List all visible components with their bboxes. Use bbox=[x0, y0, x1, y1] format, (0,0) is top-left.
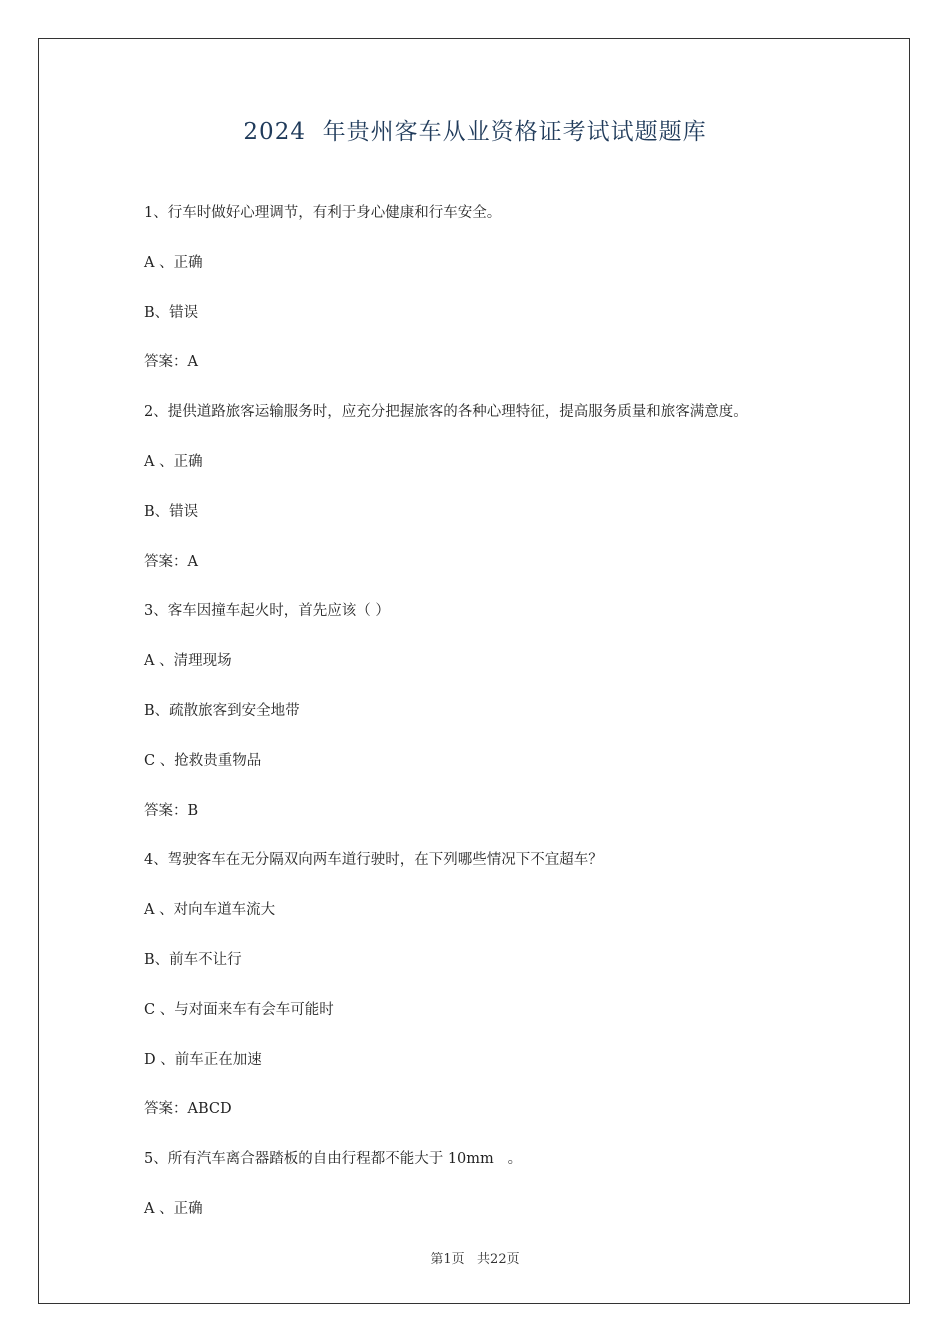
question-answer: 答案：A bbox=[144, 553, 198, 570]
question-stem: 5、所有汽车离合器踏板的自由行程都不能大于 10mm 。 bbox=[144, 1151, 523, 1168]
document-title: 2024 年贵州客车从业资格证考试试题题库 bbox=[243, 119, 707, 145]
question-option: B、错误 bbox=[144, 503, 199, 520]
question-option: B、疏散旅客到安全地带 bbox=[144, 703, 300, 719]
question-option: A 、对向车道车流大 bbox=[144, 902, 276, 919]
question-option: B、错误 bbox=[144, 304, 199, 321]
question-option: A 、清理现场 bbox=[144, 653, 232, 670]
question-answer: 答案：A bbox=[144, 354, 198, 371]
question-option: C 、与对面来车有会车可能时 bbox=[144, 1001, 334, 1018]
question-stem: 4、驾驶客车在无分隔双向两车道行驶时，在下列哪些情况下不宜超车？ bbox=[144, 852, 603, 869]
question-answer: 答案：ABCD bbox=[144, 1101, 232, 1118]
question-option: D 、前车正在加速 bbox=[144, 1051, 262, 1068]
question-answer: 答案：B bbox=[144, 802, 199, 819]
question-option: A 、正确 bbox=[144, 454, 203, 470]
question-option: B、前车不让行 bbox=[144, 952, 242, 968]
question-option: C 、抢救贵重物品 bbox=[144, 752, 262, 769]
page-footer: 第1页 共22页 bbox=[430, 1252, 520, 1267]
question-stem: 2、提供道路旅客运输服务时，应充分把握旅客的各种心理特征，提高服务质量和旅客满意度。 bbox=[144, 404, 748, 421]
question-stem: 3、客车因撞车起火时，首先应该（ ） bbox=[144, 603, 390, 620]
question-option: A 、正确 bbox=[144, 1201, 203, 1217]
question-option: A 、正确 bbox=[144, 254, 203, 271]
question-stem: 1、行车时做好心理调节，有利于身心健康和行车安全。 bbox=[144, 205, 502, 221]
